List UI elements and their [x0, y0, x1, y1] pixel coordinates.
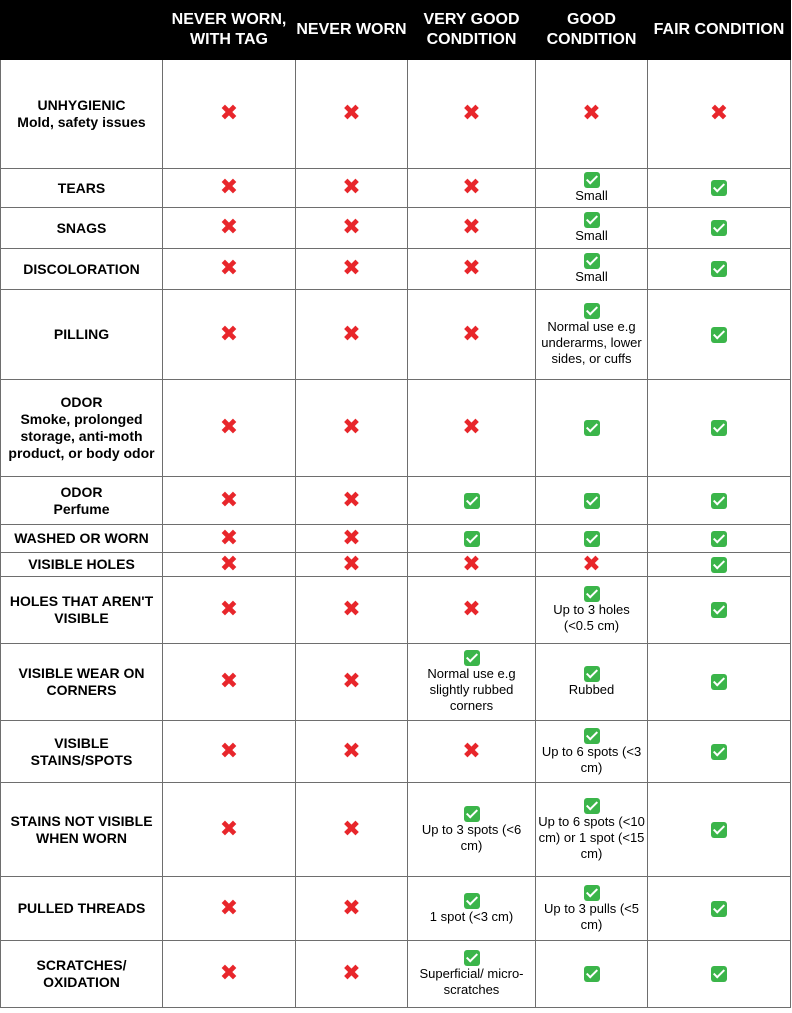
- status-cell: [163, 477, 296, 525]
- check-icon: [584, 303, 600, 319]
- status-cell: [163, 877, 296, 941]
- status-cell-content: [298, 599, 405, 621]
- status-cell: [163, 577, 296, 644]
- status-cell: [648, 721, 791, 783]
- status-cell-content: [165, 417, 293, 439]
- row-label: [1, 644, 163, 721]
- cross-icon: ✖: [219, 415, 239, 440]
- column-header: FAIR CONDITION: [648, 1, 791, 60]
- status-cell: [408, 721, 536, 783]
- status-note: Normal use e.g underarms, lower sides, or cuffs: [541, 318, 642, 366]
- status-cell-content: [298, 487, 405, 513]
- status-cell: [408, 249, 536, 290]
- status-cell: [536, 721, 648, 783]
- row-label-main: STAINS NOT VISIBLE WHEN WORN: [10, 812, 153, 846]
- check-icon: [584, 531, 600, 547]
- cross-icon: ✖: [462, 321, 481, 347]
- cross-icon: ✖: [219, 101, 239, 126]
- cross-icon: ✖: [342, 552, 361, 577]
- status-cell-content: [410, 650, 533, 714]
- row-label: [1, 783, 163, 877]
- status-cell: [648, 877, 791, 941]
- status-cell: [408, 644, 536, 721]
- cross-icon: ✖: [462, 175, 481, 200]
- cross-icon: ✖: [462, 415, 481, 440]
- row-label-sub: Mold, safety issues: [17, 114, 146, 130]
- cross-icon: ✖: [219, 175, 239, 200]
- status-cell-content: [538, 531, 645, 547]
- check-icon: [464, 493, 480, 509]
- row-label: [1, 877, 163, 941]
- check-icon: [464, 531, 480, 547]
- status-cell: [648, 169, 791, 208]
- status-cell-content: [165, 738, 293, 764]
- status-cell-content: [538, 554, 645, 576]
- status-cell-content: [538, 420, 645, 436]
- status-cell: [648, 380, 791, 477]
- status-cell-content: [650, 180, 788, 196]
- status-cell: [296, 577, 408, 644]
- cross-icon: ✖: [219, 669, 239, 694]
- table-row: [1, 644, 791, 721]
- status-cell-content: [650, 674, 788, 690]
- status-cell-content: [410, 493, 533, 509]
- table-row: [1, 169, 791, 208]
- row-label: [1, 577, 163, 644]
- status-cell: [296, 477, 408, 525]
- check-icon: [584, 966, 600, 982]
- status-cell-content: [298, 525, 405, 551]
- status-cell-content: [410, 531, 533, 547]
- status-cell: [408, 553, 536, 577]
- status-cell-content: [410, 417, 533, 439]
- status-cell-content: [538, 172, 645, 204]
- row-label: [1, 553, 163, 577]
- status-cell-content: [538, 666, 645, 698]
- status-cell-content: [650, 966, 788, 982]
- status-cell-content: [165, 525, 293, 551]
- cross-icon: ✖: [219, 552, 239, 577]
- cross-icon: ✖: [342, 816, 361, 842]
- status-cell: [536, 169, 648, 208]
- cross-icon: ✖: [342, 597, 361, 622]
- status-cell: [648, 208, 791, 249]
- status-cell-content: [165, 321, 293, 347]
- status-cell-content: [538, 103, 645, 125]
- table-row: [1, 249, 791, 290]
- check-icon: [711, 420, 727, 436]
- row-label-sub: Smoke, prolonged storage, anti-moth product, or body odor: [8, 411, 155, 461]
- row-label-main: VISIBLE WEAR ON CORNERS: [18, 665, 145, 698]
- status-note: Up to 6 spots (<3 cm): [541, 743, 642, 775]
- status-cell: [536, 941, 648, 1008]
- status-cell: [536, 553, 648, 577]
- cross-icon: ✖: [219, 597, 239, 622]
- status-cell: [408, 577, 536, 644]
- check-icon: [584, 253, 600, 269]
- status-cell: [536, 380, 648, 477]
- cross-icon: ✖: [462, 215, 481, 240]
- status-cell: [163, 941, 296, 1008]
- row-label: [1, 721, 163, 783]
- status-cell: [408, 477, 536, 525]
- status-cell: [408, 208, 536, 249]
- status-cell: [163, 290, 296, 380]
- check-icon: [711, 602, 727, 618]
- cross-icon: ✖: [342, 669, 361, 694]
- status-cell-content: [298, 963, 405, 985]
- status-cell: [536, 60, 648, 169]
- status-cell-content: [298, 895, 405, 921]
- table-row: [1, 553, 791, 577]
- status-cell: [648, 577, 791, 644]
- status-cell-content: [298, 816, 405, 842]
- cross-icon: ✖: [342, 215, 361, 240]
- check-icon: [584, 493, 600, 509]
- check-icon: [711, 822, 727, 838]
- row-label-main: WASHED OR WORN: [14, 530, 149, 546]
- status-cell-content: [538, 253, 645, 285]
- cross-icon: ✖: [342, 101, 361, 126]
- status-cell: [163, 553, 296, 577]
- row-label-main: ODOR: [60, 394, 103, 410]
- status-cell: [648, 553, 791, 577]
- status-note: Up to 3 holes (<0.5 cm): [553, 602, 630, 633]
- status-note: Small: [575, 269, 608, 284]
- status-cell: [536, 208, 648, 249]
- cross-icon: ✖: [219, 895, 239, 921]
- status-cell: [536, 783, 648, 877]
- row-label: [1, 208, 163, 249]
- table-row: [1, 525, 791, 553]
- status-cell-content: [538, 212, 645, 244]
- status-cell: [296, 249, 408, 290]
- status-cell: [648, 941, 791, 1008]
- status-cell: [648, 290, 791, 380]
- check-icon: [584, 420, 600, 436]
- status-cell-content: [410, 806, 533, 854]
- table-row: [1, 290, 791, 380]
- status-cell-content: [298, 258, 405, 280]
- status-cell: [408, 525, 536, 553]
- status-cell-content: [298, 738, 405, 764]
- status-cell: [408, 941, 536, 1008]
- cross-icon: ✖: [342, 256, 361, 281]
- table-row: [1, 877, 791, 941]
- status-note: Up to 6 spots (<10 cm) or 1 spot (<15 cm): [538, 813, 645, 861]
- status-note: Superficial/ micro-scratches: [419, 966, 524, 997]
- status-cell-content: [538, 885, 645, 933]
- status-cell: [536, 644, 648, 721]
- status-cell: [296, 525, 408, 553]
- cross-icon: ✖: [219, 816, 239, 842]
- cross-icon: ✖: [342, 961, 361, 986]
- status-cell: [408, 169, 536, 208]
- cross-icon: ✖: [462, 101, 481, 126]
- status-cell-content: [410, 950, 533, 998]
- status-cell-content: [165, 487, 293, 513]
- status-cell: [163, 249, 296, 290]
- status-cell: [163, 380, 296, 477]
- status-cell-content: [298, 321, 405, 347]
- check-icon: [711, 674, 727, 690]
- status-cell: [648, 249, 791, 290]
- status-cell-content: [650, 327, 788, 343]
- table-row: [1, 60, 791, 169]
- check-icon: [464, 893, 480, 909]
- status-cell-content: [538, 586, 645, 634]
- row-label-main: UNHYGIENIC: [37, 97, 126, 113]
- status-cell: [163, 721, 296, 783]
- check-icon: [711, 966, 727, 982]
- row-label-sub: Perfume: [53, 500, 110, 517]
- table-row: [1, 721, 791, 783]
- status-cell-content: [410, 738, 533, 764]
- cross-icon: ✖: [219, 256, 239, 281]
- row-label-main: VISIBLE STAINS/SPOTS: [30, 734, 133, 768]
- status-note: Up to 3 spots (<6 cm): [421, 821, 522, 853]
- status-cell: [408, 380, 536, 477]
- status-cell: [296, 380, 408, 477]
- status-cell: [296, 877, 408, 941]
- cross-icon: ✖: [582, 101, 601, 126]
- status-cell-content: [165, 895, 293, 921]
- status-cell: [648, 60, 791, 169]
- status-cell-content: [410, 554, 533, 576]
- status-cell-content: [410, 599, 533, 621]
- row-label: [1, 380, 163, 477]
- cross-icon: ✖: [462, 738, 481, 764]
- column-header: NEVER WORN: [296, 1, 408, 60]
- cross-icon: ✖: [342, 321, 361, 347]
- status-cell-content: [165, 671, 293, 693]
- row-label: [1, 249, 163, 290]
- check-icon: [711, 531, 727, 547]
- status-cell-content: [538, 798, 645, 862]
- status-cell: [536, 290, 648, 380]
- status-cell-content: [298, 177, 405, 199]
- table-row: [1, 208, 791, 249]
- row-label-main: TEARS: [57, 179, 106, 196]
- status-cell-content: [410, 103, 533, 125]
- cross-icon: ✖: [219, 961, 239, 986]
- status-cell: [648, 644, 791, 721]
- status-cell-content: [410, 217, 533, 239]
- status-cell-content: [165, 177, 293, 199]
- status-cell: [296, 290, 408, 380]
- table-row: [1, 783, 791, 877]
- status-cell-content: [410, 321, 533, 347]
- status-note: 1 spot (<3 cm): [429, 908, 514, 924]
- status-note: Up to 3 pulls (<5 cm): [543, 900, 640, 932]
- column-header: VERY GOOD CONDITION: [408, 1, 536, 60]
- status-cell-content: [650, 103, 788, 125]
- status-cell-content: [410, 177, 533, 199]
- check-icon: [711, 220, 727, 236]
- check-icon: [711, 493, 727, 509]
- status-cell: [408, 60, 536, 169]
- row-label: [1, 169, 163, 208]
- row-label-main: DISCOLORATION: [23, 260, 140, 277]
- status-cell-content: [298, 554, 405, 576]
- cross-icon: ✖: [219, 525, 239, 551]
- row-label-main: VISIBLE HOLES: [28, 556, 135, 572]
- status-cell: [648, 477, 791, 525]
- status-cell: [296, 783, 408, 877]
- status-cell: [296, 644, 408, 721]
- status-cell: [648, 525, 791, 553]
- check-icon: [711, 327, 727, 343]
- cross-icon: ✖: [342, 487, 361, 513]
- status-cell-content: [538, 966, 645, 982]
- column-header: GOOD CONDITION: [536, 1, 648, 60]
- cross-icon: ✖: [342, 175, 361, 200]
- cross-icon: ✖: [219, 321, 239, 347]
- header-row: [1, 1, 791, 60]
- status-cell-content: [298, 217, 405, 239]
- cross-icon: ✖: [462, 597, 481, 622]
- status-note: Normal use e.g slightly rubbed corners: [427, 666, 516, 713]
- status-cell: [296, 721, 408, 783]
- status-cell-content: [650, 220, 788, 236]
- row-label-main: ODOR: [60, 483, 103, 500]
- cross-icon: ✖: [582, 552, 601, 577]
- check-icon: [464, 650, 480, 666]
- status-cell: [296, 941, 408, 1008]
- table-row: [1, 577, 791, 644]
- header-corner: [1, 1, 163, 60]
- status-cell: [408, 290, 536, 380]
- check-icon: [464, 806, 480, 822]
- status-note: Rubbed: [568, 682, 615, 697]
- column-header: NEVER WORN, WITH TAG: [163, 1, 296, 60]
- check-icon: [584, 666, 600, 682]
- status-cell: [163, 60, 296, 169]
- status-cell-content: [650, 602, 788, 618]
- row-label: [1, 290, 163, 380]
- check-icon: [711, 744, 727, 760]
- row-label: [1, 525, 163, 553]
- cross-icon: ✖: [342, 525, 361, 551]
- check-icon: [584, 728, 600, 744]
- row-label-main: HOLES THAT AREN'T VISIBLE: [9, 593, 154, 626]
- status-cell: [296, 208, 408, 249]
- status-cell: [536, 525, 648, 553]
- status-cell-content: [165, 816, 293, 842]
- row-label-main: PULLED THREADS: [17, 900, 146, 916]
- cross-icon: ✖: [342, 895, 361, 921]
- status-cell-content: [538, 728, 645, 776]
- status-cell: [536, 577, 648, 644]
- status-note: Small: [575, 188, 608, 203]
- status-cell-content: [298, 417, 405, 439]
- status-cell: [163, 169, 296, 208]
- status-cell-content: [410, 258, 533, 280]
- status-cell: [163, 644, 296, 721]
- status-cell-content: [165, 258, 293, 280]
- status-cell-content: [165, 103, 293, 125]
- cross-icon: ✖: [342, 415, 361, 440]
- status-cell: [296, 553, 408, 577]
- status-cell-content: [650, 557, 788, 573]
- status-cell-content: [165, 554, 293, 576]
- cross-icon: ✖: [709, 101, 729, 126]
- status-cell-content: [650, 531, 788, 547]
- status-cell: [163, 525, 296, 553]
- check-icon: [464, 950, 480, 966]
- row-label: [1, 941, 163, 1008]
- status-note: Small: [575, 228, 608, 243]
- check-icon: [584, 798, 600, 814]
- status-cell-content: [298, 103, 405, 125]
- table-row: [1, 941, 791, 1008]
- status-cell: [163, 208, 296, 249]
- status-cell-content: [410, 893, 533, 925]
- cross-icon: ✖: [219, 487, 239, 513]
- status-cell-content: [538, 303, 645, 367]
- status-cell-content: [650, 420, 788, 436]
- status-cell-content: [298, 671, 405, 693]
- status-cell: [408, 783, 536, 877]
- status-cell-content: [650, 493, 788, 509]
- check-icon: [584, 212, 600, 228]
- cross-icon: ✖: [342, 738, 361, 764]
- table-row: [1, 477, 791, 525]
- table-row: [1, 380, 791, 477]
- status-cell-content: [650, 744, 788, 760]
- row-label: [1, 477, 163, 525]
- status-cell-content: [538, 493, 645, 509]
- cross-icon: ✖: [462, 256, 481, 281]
- status-cell: [648, 783, 791, 877]
- status-cell: [536, 249, 648, 290]
- status-cell: [536, 877, 648, 941]
- status-cell-content: [165, 963, 293, 985]
- check-icon: [711, 261, 727, 277]
- cross-icon: ✖: [462, 552, 481, 577]
- status-cell-content: [165, 217, 293, 239]
- status-cell-content: [650, 261, 788, 277]
- status-cell-content: [650, 901, 788, 917]
- status-cell: [408, 877, 536, 941]
- check-icon: [711, 557, 727, 573]
- row-label-main: PILLING: [53, 326, 110, 342]
- row-label-main: SNAGS: [56, 219, 107, 236]
- status-cell-content: [165, 599, 293, 621]
- check-icon: [584, 885, 600, 901]
- check-icon: [711, 901, 727, 917]
- status-cell: [536, 477, 648, 525]
- cross-icon: ✖: [219, 738, 239, 764]
- status-cell-content: [650, 822, 788, 838]
- check-icon: [584, 586, 600, 602]
- check-icon: [584, 172, 600, 188]
- status-cell: [163, 783, 296, 877]
- cross-icon: ✖: [219, 215, 239, 240]
- status-cell: [296, 169, 408, 208]
- check-icon: [711, 180, 727, 196]
- row-label: [1, 60, 163, 169]
- row-label-main: SCRATCHES/ OXIDATION: [36, 957, 127, 990]
- status-cell: [296, 60, 408, 169]
